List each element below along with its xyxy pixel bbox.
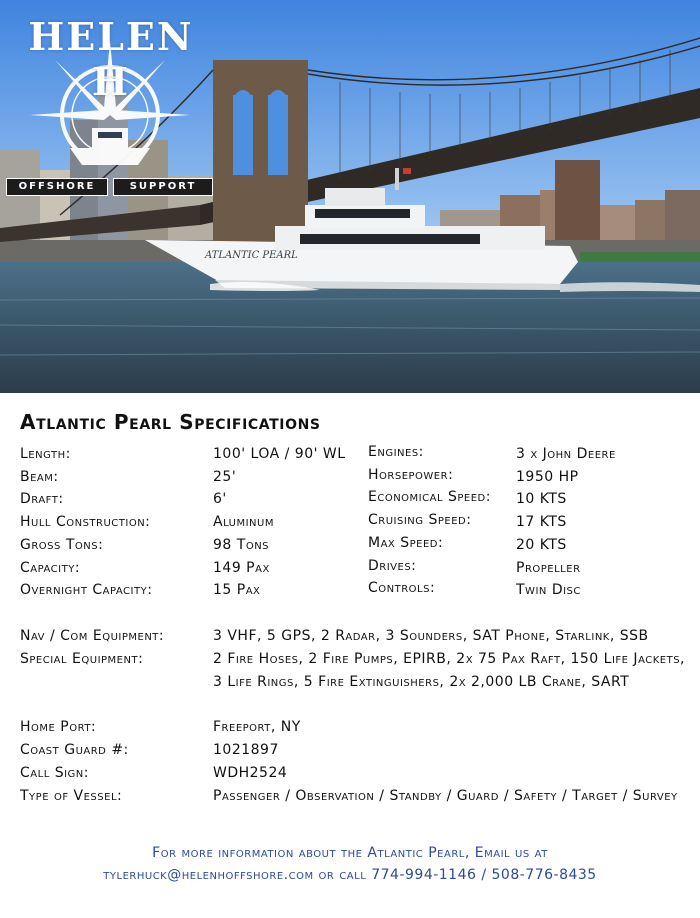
logo-sub-right: SUPPORT bbox=[113, 178, 213, 196]
spec-label: Gross Tons: bbox=[20, 537, 104, 553]
footer-contact-link[interactable]: tylerhuck@helenhoffshore.com or call 774-994-1146 / 508-776-8435 bbox=[103, 867, 597, 883]
special-equipment-value: 2 Fire Hoses, 2 Fire Pumps, EPIRB, 2x 75 Pax Raft, 150 Life Jackets, 3 Life Rings, 5 Fire Extinguishers, 2x 2,000 LB Crane, SART bbox=[213, 651, 685, 690]
spec-label: Overnight Capacity: bbox=[20, 582, 153, 598]
spec-label: Engines: bbox=[368, 444, 424, 460]
spec-value: 3 x John Deere bbox=[516, 446, 616, 462]
home-port-value: Freeport, NY bbox=[213, 719, 301, 735]
spec-value: Twin Disc bbox=[516, 582, 581, 598]
spec-label: Draft: bbox=[20, 491, 64, 507]
vessel-type-value: Passenger / Observation / Standby / Guard / Safety / Target / Survey bbox=[213, 788, 678, 804]
home-port-label: Home Port: bbox=[20, 719, 97, 735]
call-sign-value: WDH2524 bbox=[213, 765, 288, 781]
spec-value: 1950 HP bbox=[516, 469, 579, 485]
spec-value: 10 KTS bbox=[516, 491, 567, 507]
footer-line-1: For more information about the Atlantic Pearl, Email us at bbox=[152, 845, 548, 861]
spec-label: Economical Speed: bbox=[368, 489, 491, 505]
coast-guard-value: 1021897 bbox=[213, 742, 279, 758]
spec-label: Cruising Speed: bbox=[368, 512, 472, 528]
spec-value: 149 Pax bbox=[213, 560, 270, 576]
spec-label: Capacity: bbox=[20, 560, 81, 576]
spec-label: Max Speed: bbox=[368, 535, 444, 551]
spec-value: 98 Tons bbox=[213, 537, 270, 553]
spec-label: Horsepower: bbox=[368, 467, 454, 483]
spec-value: 17 KTS bbox=[516, 514, 567, 530]
spec-value: 6' bbox=[213, 491, 227, 507]
call-sign-label: Call Sign: bbox=[20, 765, 89, 781]
spec-label: Length: bbox=[20, 446, 71, 462]
spec-value: 25' bbox=[213, 469, 237, 485]
spec-label: Beam: bbox=[20, 469, 59, 485]
boat-name: ATLANTIC PEARL bbox=[205, 250, 298, 261]
special-equipment-label: Special Equipment: bbox=[20, 651, 144, 667]
nav-com-label: Nav / Com Equipment: bbox=[20, 628, 165, 644]
vessel-type-label: Type of Vessel: bbox=[20, 788, 123, 804]
spec-value: 100' LOA / 90' WL bbox=[213, 446, 346, 462]
spec-title: Atlantic Pearl Specifications bbox=[20, 410, 321, 434]
bridge-tower bbox=[213, 60, 308, 245]
spec-value: 20 KTS bbox=[516, 537, 567, 553]
spec-label: Controls: bbox=[368, 580, 436, 596]
spec-value: Propeller bbox=[516, 560, 581, 576]
logo-sub-left: OFFSHORE bbox=[6, 178, 108, 196]
spec-value: Aluminum bbox=[213, 514, 274, 530]
nav-com-value: 3 VHF, 5 GPS, 2 Radar, 3 Sounders, SAT Phone, Starlink, SSB bbox=[213, 628, 649, 644]
hero-photo bbox=[0, 0, 700, 393]
spec-label: Hull Construction: bbox=[20, 514, 151, 530]
logo-title: HELEN H bbox=[28, 14, 194, 104]
spec-label: Drives: bbox=[368, 558, 417, 574]
spec-value: 15 Pax bbox=[213, 582, 261, 598]
coast-guard-label: Coast Guard #: bbox=[20, 742, 129, 758]
